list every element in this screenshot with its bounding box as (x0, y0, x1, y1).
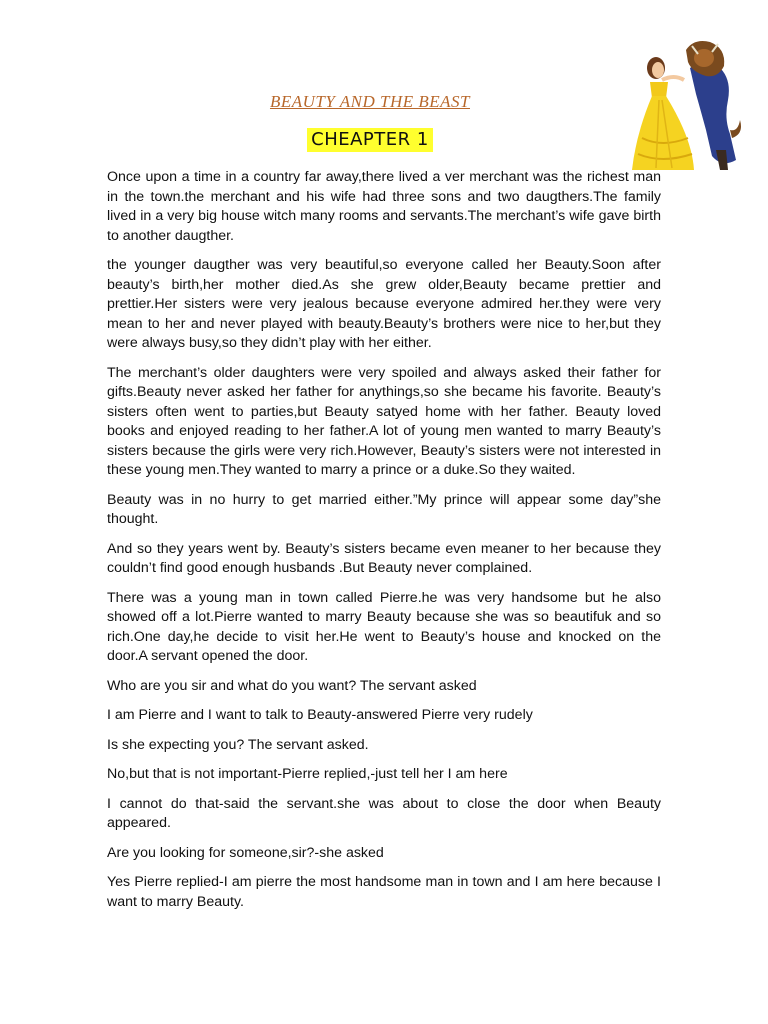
paragraph: The merchant’s older daughters were very spoiled and always asked their father for gifts.Beauty never asked her father for anythings,so she became his favorite. Beauty’s sisters often went to parties,but Beauty satyed home with her father. Beauty loved books and enjoyed reading to her father.A lot of young men wanted to marry Beauty’s sisters because the girls were very rich.However, Beauty’s sisters were not interested in these young men.They wanted to marry a prince or a duke.So they waited. (107, 364, 661, 478)
paragraph: Are you looking for someone,sir?-she asked (107, 844, 384, 861)
paragraph: Yes Pierre replied-I am pierre the most handsome man in town and I am here because I want to marry Beauty. (107, 874, 661, 910)
story-body (107, 168, 661, 922)
paragraph: I am Pierre and I want to talk to Beauty-answered Pierre very rudely (107, 707, 533, 723)
paragraph: No,but that is not important-Pierre replied,-just tell her I am here (107, 766, 508, 782)
document-title: BEAUTY AND THE BEAST (269, 92, 470, 111)
paragraph: Once upon a time in a country far away,there lived a ver merchant was the richest man in the town.the merchant and his wife had three sons and two daugthers.The family lived in a very big house witch many rooms and servants.The merchant’s wife gave birth to another daugther. (107, 169, 661, 244)
paragraph: There was a young man in town called Pierre.he was very handsome but he also showed off a lot.Pierre wanted to marry Beauty because she was so beautifuk and so rich.One day,he decide to visit her.He went to Beauty’s house and knocked on the door.A servant opened the door. (107, 589, 661, 664)
paragraph: Beauty was in no hurry to get married either.”My prince will appear some day”she thought. (107, 491, 661, 527)
paragraph: Is she expecting you? The servant asked. (107, 736, 369, 753)
beauty-and-beast-illustration-icon (632, 38, 744, 172)
chapter-heading-wrap (0, 128, 740, 152)
chapter-heading: CHEAPTER 1 (307, 128, 433, 152)
paragraph: I cannot do that-said the servant.she was about to close the door when Beauty appeared. (107, 795, 661, 831)
paragraph: And so they years went by. Beauty’s sisters became even meaner to her because they couldn’t find good enough husbands .But Beauty never complained. (107, 540, 661, 576)
paragraph: Who are you sir and what do you want? The servant asked (107, 677, 477, 694)
paragraph: the younger daugther was very beautiful,so everyone called her Beauty.Soon after beauty’s birth,her mother died.As she grew older,Beauty became prettier and prettier.Her sisters were very jealous because everyone admired her.they were very mean to her and never played with beauty.Beauty’s brothers were nice to her,but they were always busy,so they didn’t play with her either. (107, 257, 661, 351)
